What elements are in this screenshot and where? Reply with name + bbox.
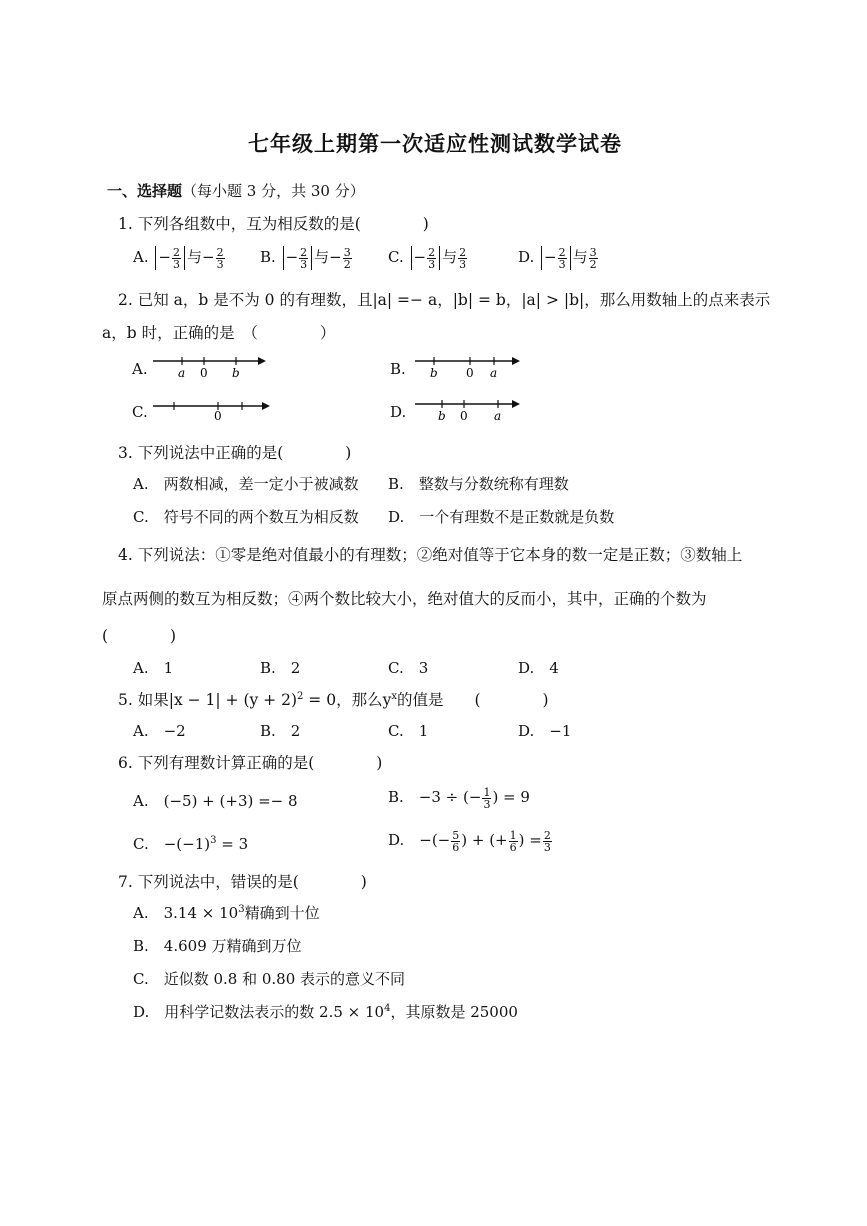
fraction: $\frac{2}{3}$ (459, 245, 467, 271)
q5-stem-part: 的值是 ( ) (396, 691, 549, 709)
q2-number-line-d (412, 395, 532, 425)
q1-option-b-letter: B. (260, 248, 276, 266)
abs-bar (155, 246, 156, 270)
q6-d-part: D. −(− (388, 831, 451, 849)
q2-option-d-letter: D. (390, 403, 407, 421)
minus-sign: − (158, 248, 171, 266)
q4-option-b: B. 2 (260, 659, 301, 677)
q6-option-d (388, 829, 553, 853)
q6-d-part: ) + (+ (461, 831, 508, 849)
yu-word: 与 (572, 248, 588, 266)
label-b: b (232, 366, 240, 380)
yu-word: 与 (442, 248, 458, 266)
fraction: $\frac{2}{3}$ (300, 245, 308, 271)
q6-option-b (388, 786, 530, 810)
q5-option-b: B. 2 (260, 722, 301, 740)
q3-option-c: C. 符号不同的两个数互为相反数 (133, 508, 359, 526)
q7-a-part: 精确到十位 (244, 904, 320, 922)
q2-number-line-c (150, 397, 275, 425)
fraction: $\frac{5}{6}$ (452, 828, 460, 854)
q6-b-part: B. −3 ÷ (− (388, 788, 482, 806)
question-4-line2: 原点两侧的数互为相反数；④两个数比较大小，绝对值大的反而小，其中，正确的个数为 (102, 590, 707, 608)
abs-bar (541, 246, 542, 270)
fraction: $\frac{1}{6}$ (509, 828, 517, 854)
q2-option-c-letter: C. (132, 403, 148, 421)
question-5-stem (118, 688, 549, 710)
minus-sign: − (285, 248, 299, 266)
label-zero: 0 (200, 366, 208, 380)
q1-option-a (133, 246, 226, 270)
minus-sign: − (413, 248, 427, 266)
q7-option-a (133, 902, 320, 923)
section-heading (107, 180, 365, 201)
q2-number-line-a (150, 352, 270, 382)
fraction: $\frac{2}{3}$ (172, 245, 180, 271)
q3-option-a: A. 两数相减，差一定小于被减数 (133, 475, 359, 493)
q4-option-a: A. 1 (133, 659, 174, 677)
q6-b-part: ) = 9 (492, 788, 530, 806)
q4-option-c: C. 3 (388, 659, 429, 677)
q3-option-d: D. 一个有理数不是正数就是负数 (388, 508, 615, 526)
label-zero: 0 (214, 409, 222, 423)
label-b: b (438, 409, 446, 423)
q7-d-part: D. 用科学记数法表示的数 2.5 × 10 (133, 1003, 385, 1021)
section-heading-label: 一、选择题 (107, 182, 183, 200)
yu-word: 与 (314, 248, 330, 266)
q5-exponent: 2 (297, 690, 304, 702)
q2-number-line-b (412, 352, 532, 382)
abs-bar (184, 246, 185, 270)
fraction: $\frac{2}{3}$ (216, 245, 224, 271)
label-zero: 0 (466, 366, 474, 380)
q1-option-b (260, 246, 353, 270)
question-6-stem: 6. 下列有理数计算正确的是( ) (118, 754, 383, 772)
q6-c-exponent: 3 (210, 835, 217, 846)
label-a: a (178, 366, 186, 380)
abs-bar (570, 246, 571, 270)
question-4-line1: 4. 下列说法：①零是绝对值最小的有理数；②绝对值等于它本身的数一定是正数；③数轴上 (118, 546, 743, 564)
abs-bar (283, 246, 284, 270)
question-7-stem: 7. 下列说法中，错误的是( ) (118, 873, 367, 891)
q4-option-d: D. 4 (518, 659, 559, 677)
q1-option-a-letter: A. (133, 248, 149, 266)
abs-bar (439, 246, 440, 270)
minus-sign: − (201, 248, 215, 266)
q6-c-part: = 3 (216, 835, 249, 853)
q5-option-d: D. −1 (518, 722, 572, 740)
q6-option-a: A. (−5) + (+3) =− 8 (133, 792, 298, 810)
q7-option-b: B. 4.609 万精确到万位 (133, 937, 302, 955)
page-title: 七年级上期第一次适应性测试数学试卷 (248, 131, 622, 156)
minus-sign: − (329, 248, 342, 266)
abs-bar (311, 246, 312, 270)
q1-option-d (518, 246, 599, 270)
question-2-line1: 2. 已知 a，b 是不为 0 的有理数，且|a| =− a，|b| = b，|a| > |b|，那么用数轴上的点来表示 (118, 291, 771, 309)
q5-option-a: A. −2 (133, 722, 186, 740)
minus-sign: − (544, 248, 557, 266)
question-4-line3: ( ) (102, 627, 177, 645)
q2-option-b-letter: B. (390, 360, 406, 378)
q7-option-d (133, 1001, 518, 1022)
q7-d-exponent: 4 (384, 1003, 391, 1014)
abs-bar (411, 246, 412, 270)
q5-stem-part: = 0，那么y (303, 691, 392, 709)
q6-d-part: ) = (518, 831, 542, 849)
label-zero: 0 (460, 409, 468, 423)
question-3-stem: 3. 下列说法中正确的是( ) (118, 444, 352, 462)
fraction: $\frac{2}{3}$ (543, 828, 551, 854)
q7-a-part: A. 3.14 × 10 (133, 904, 239, 922)
q2-option-a-letter: A. (132, 360, 148, 378)
q1-option-c (388, 246, 468, 270)
fraction: $\frac{3}{2}$ (343, 245, 351, 271)
q6-option-c (133, 833, 248, 854)
question-2-line2: a，b 时，正确的是 （ ） (102, 324, 336, 342)
q3-option-b: B. 整数与分数统称有理数 (388, 475, 569, 493)
section-heading-note: （每小题 3 分，共 30 分） (182, 182, 365, 200)
q1-option-d-letter: D. (518, 248, 535, 266)
fraction: $\frac{2}{3}$ (428, 245, 436, 271)
q5-option-c: C. 1 (388, 722, 429, 740)
q1-option-c-letter: C. (388, 248, 404, 266)
q7-a-exponent: 3 (238, 904, 245, 915)
fraction: $\frac{3}{2}$ (589, 245, 597, 271)
yu-word: 与 (186, 248, 202, 266)
q5-stem-part: 5. 如果|x − 1| + (y + 2) (118, 691, 297, 709)
q7-d-part: ，其原数是 25000 (390, 1003, 518, 1021)
fraction: $\frac{1}{3}$ (483, 785, 491, 811)
q7-option-c: C. 近似数 0.8 和 0.80 表示的意义不同 (133, 970, 406, 988)
fraction: $\frac{2}{3}$ (558, 245, 566, 271)
q5-exponent: x (391, 690, 397, 702)
q6-c-part: C. −(−1) (133, 835, 211, 853)
question-1-stem: 1. 下列各组数中，互为相反数的是( ) (118, 215, 429, 233)
label-a: a (490, 366, 498, 380)
label-b: b (430, 366, 438, 380)
label-a: a (494, 409, 502, 423)
